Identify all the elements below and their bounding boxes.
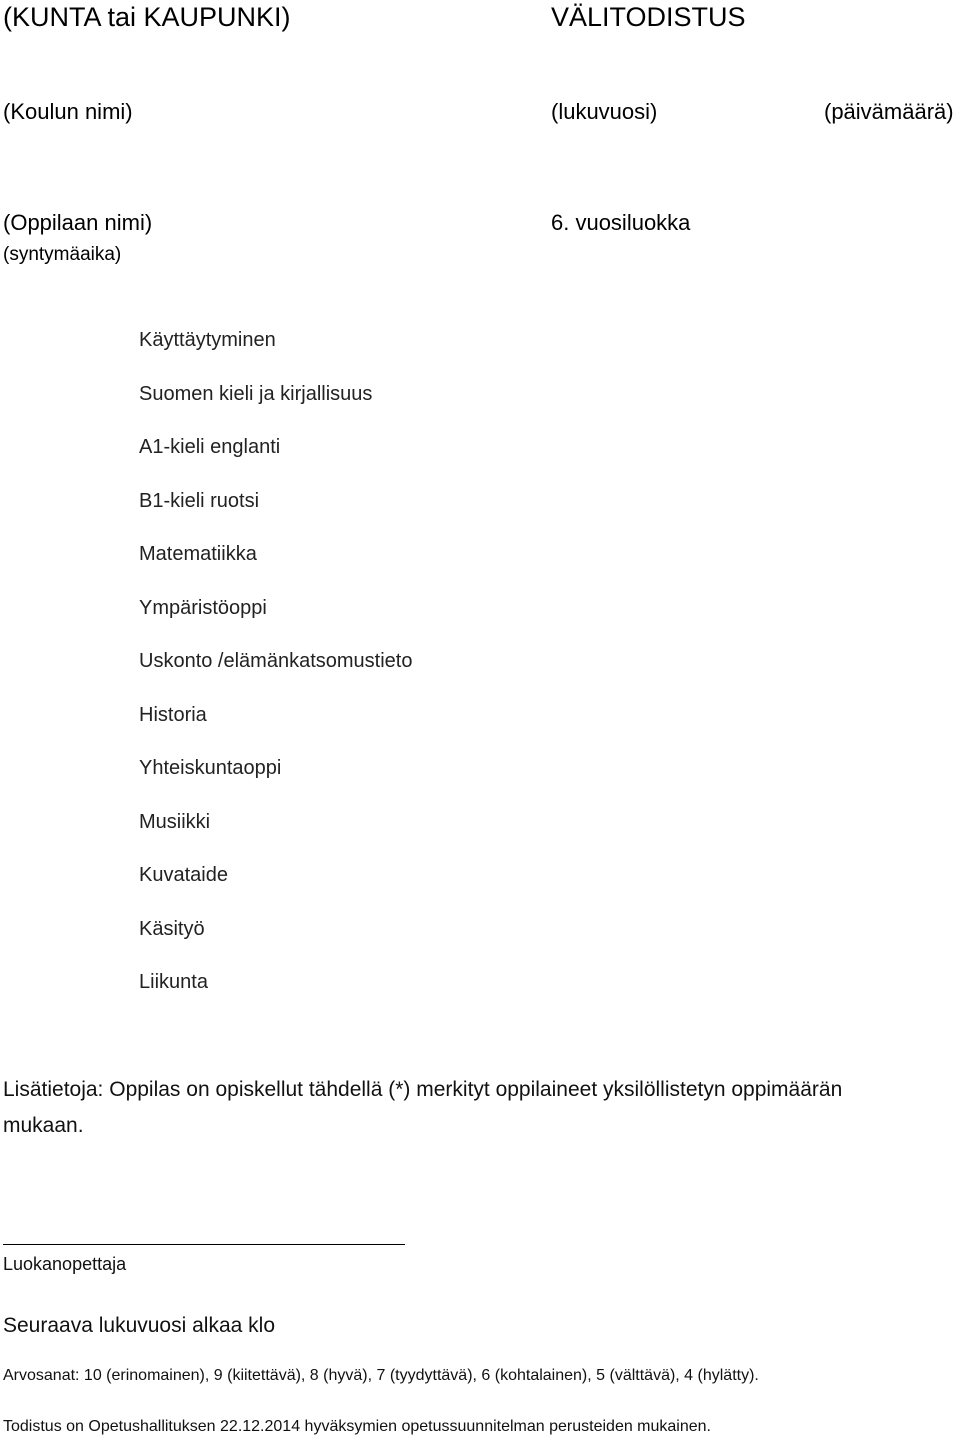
- subject-item: Suomen kieli ja kirjallisuus: [139, 383, 373, 405]
- subject-item: Ympäristöoppi: [139, 597, 267, 619]
- subject-item: Kuvataide: [139, 864, 228, 886]
- subject-item: Matematiikka: [139, 543, 257, 565]
- signature-role-label: Luokanopettaja: [3, 1254, 127, 1274]
- birthdate-label: (syntymäaika): [3, 244, 122, 265]
- grading-scale-text: Arvosanat: 10 (erinomainen), 9 (kiitettävä), 8 (hyvä), 7 (tyydyttävä), 6 (kohtalainen), 5 (välttävä), 4 (hylätty).: [3, 1367, 759, 1384]
- municipality-label: (KUNTA tai KAUPUNKI): [3, 2, 291, 32]
- grade-level-label: 6. vuosiluokka: [551, 210, 691, 235]
- subject-item: Yhteiskuntaoppi: [139, 757, 282, 779]
- student-name-label: (Oppilaan nimi): [3, 210, 153, 235]
- school-name-label: (Koulun nimi): [3, 99, 133, 124]
- date-label: (päivämäärä): [824, 99, 954, 124]
- school-year-label: (lukuvuosi): [551, 99, 658, 124]
- next-school-year-label: Seuraava lukuvuosi alkaa klo: [3, 1314, 275, 1337]
- subject-item: Käsityö: [139, 918, 205, 940]
- subject-item: Käyttäytyminen: [139, 329, 276, 351]
- additional-info-line2: mukaan.: [3, 1114, 84, 1137]
- document-title: VÄLITODISTUS: [551, 2, 746, 32]
- subject-item: Musiikki: [139, 811, 211, 833]
- subject-item: B1-kieli ruotsi: [139, 490, 260, 512]
- subject-item: A1-kieli englanti: [139, 436, 281, 458]
- additional-info-line1: Lisätietoja: Oppilas on opiskellut tähdellä (*) merkityt oppilaineet yksilöllistetyn oppimäärän: [3, 1078, 843, 1101]
- signature-line: [3, 1244, 405, 1245]
- subject-item: Liikunta: [139, 971, 208, 993]
- subject-item: Uskonto /elämänkatsomustieto: [139, 650, 413, 672]
- subject-item: Historia: [139, 704, 207, 726]
- footer-text: Todistus on Opetushallituksen 22.12.2014 hyväksymien opetussuunnitelman perusteiden mukainen.: [3, 1418, 711, 1435]
